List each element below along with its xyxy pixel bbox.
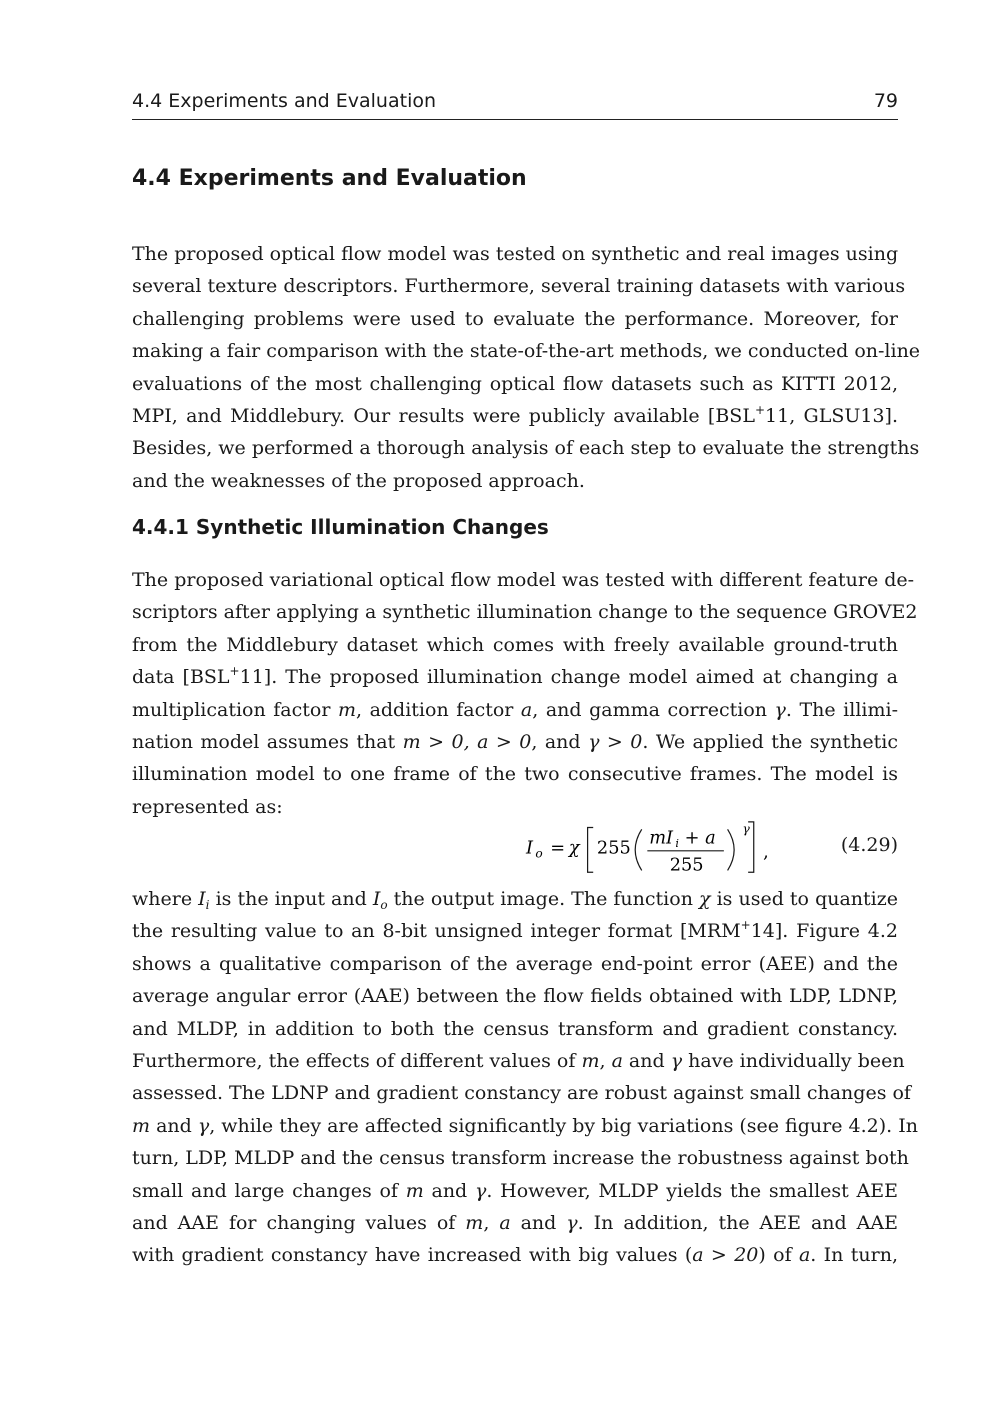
text-line: Furthermore, the effects of different values of m, a and γ have individually been: [132, 1050, 905, 1073]
section-title: 4.4 Experiments and Evaluation: [132, 166, 527, 191]
text-line: MPI, and Middlebury. Our results were publicly available [BSL+11, GLSU13].: [132, 403, 898, 428]
equation-4-29: [132, 812, 898, 878]
eq-num-rest: + a: [684, 828, 716, 849]
page-number: 79: [873, 90, 898, 112]
text-line: average angular error (AAE) between the flow fields obtained with LDP, LDNP,: [132, 985, 898, 1008]
text-line: evaluations of the most challenging optical flow datasets such as KITTI 2012,: [132, 372, 898, 395]
text-line: and MLDP, in addition to both the census transform and gradient constancy.: [132, 1017, 898, 1040]
eq-exponent: γ: [742, 822, 750, 837]
equation-body: [517, 820, 787, 876]
eq-num-m: mI: [649, 828, 674, 849]
text-line: represented as:: [132, 795, 283, 818]
paragraph-intro: [132, 238, 921, 497]
text-line: multiplication factor m, addition factor a, and gamma correction γ. The illimi-: [132, 698, 898, 721]
text-line: shows a qualitative comparison of the average end-point error (AEE) and the: [132, 952, 898, 975]
text-line: where $I_i$ is the input and $I_o$ the output image. The function χ is used to quantize: [132, 888, 898, 912]
text-line: small and large changes of m and γ. However, MLDP yields the smallest AEE: [132, 1179, 898, 1202]
text-line: from the Middlebury dataset which comes with freely available ground-truth: [132, 633, 898, 656]
text-line: several texture descriptors. Furthermore, several training datasets with various: [132, 275, 906, 298]
equation-number: (4.29): [840, 834, 898, 856]
eq-num-sub: i: [675, 837, 679, 851]
left-paren: [635, 829, 642, 870]
eq-den: 255: [669, 855, 704, 876]
eq-const: 255: [596, 838, 631, 859]
text-line: and the weaknesses of the proposed approach.: [132, 469, 585, 492]
right-paren: [728, 829, 735, 870]
text-line: assessed. The LDNP and gradient constancy are robust against small changes of: [132, 1082, 911, 1105]
text-line: nation model assumes that m > 0, a > 0, and γ > 0. We applied the synthetic: [132, 731, 898, 754]
text-line: m and γ, while they are affected significantly by big variations (see figure 4.2). In: [132, 1114, 918, 1137]
text-line: making a fair comparison with the state-of-the-art methods, we conducted on-line: [132, 340, 921, 363]
text-line: challenging problems were used to evaluate the performance. Moreover, for: [132, 307, 898, 330]
paragraph-illumination-model: [132, 564, 918, 823]
paragraph-results: [132, 883, 918, 1272]
text-line: The proposed variational optical flow model was tested with different feature de-: [132, 569, 915, 591]
running-header-section: 4.4 Experiments and Evaluation: [132, 90, 437, 112]
text-line: scriptors after applying a synthetic illumination change to the sequence GROVE2: [132, 601, 918, 624]
running-header: [132, 88, 898, 120]
text-line: the resulting value to an 8-bit unsigned integer format [MRM+14]. Figure 4.2: [132, 918, 898, 943]
eq-equals: =: [550, 838, 566, 859]
text-line: and AAE for changing values of m, a and γ. In addition, the AEE and AAE: [132, 1212, 898, 1235]
text-line: with gradient constancy have increased with big values (a > 20) of a. In turn,: [132, 1244, 898, 1267]
text-line: The proposed optical flow model was tested on synthetic and real images using: [132, 243, 899, 265]
text-line: data [BSL+11]. The proposed illumination change model aimed at changing a: [132, 664, 898, 689]
text-line: Besides, we performed a thorough analysis of each step to evaluate the strengths: [132, 437, 920, 460]
left-bracket: [588, 827, 594, 872]
eq-lhs-var: I: [526, 838, 533, 859]
text-line: illumination model to one frame of the two consecutive frames. The model is: [132, 763, 898, 786]
text-line: turn, LDP, MLDP and the census transform increase the robustness against both: [132, 1147, 909, 1170]
subsection-title: 4.4.1 Synthetic Illumination Changes: [132, 515, 549, 539]
eq-lhs-sub: o: [535, 846, 543, 861]
eq-chi: χ: [568, 838, 580, 859]
eq-comma: ,: [763, 842, 769, 863]
